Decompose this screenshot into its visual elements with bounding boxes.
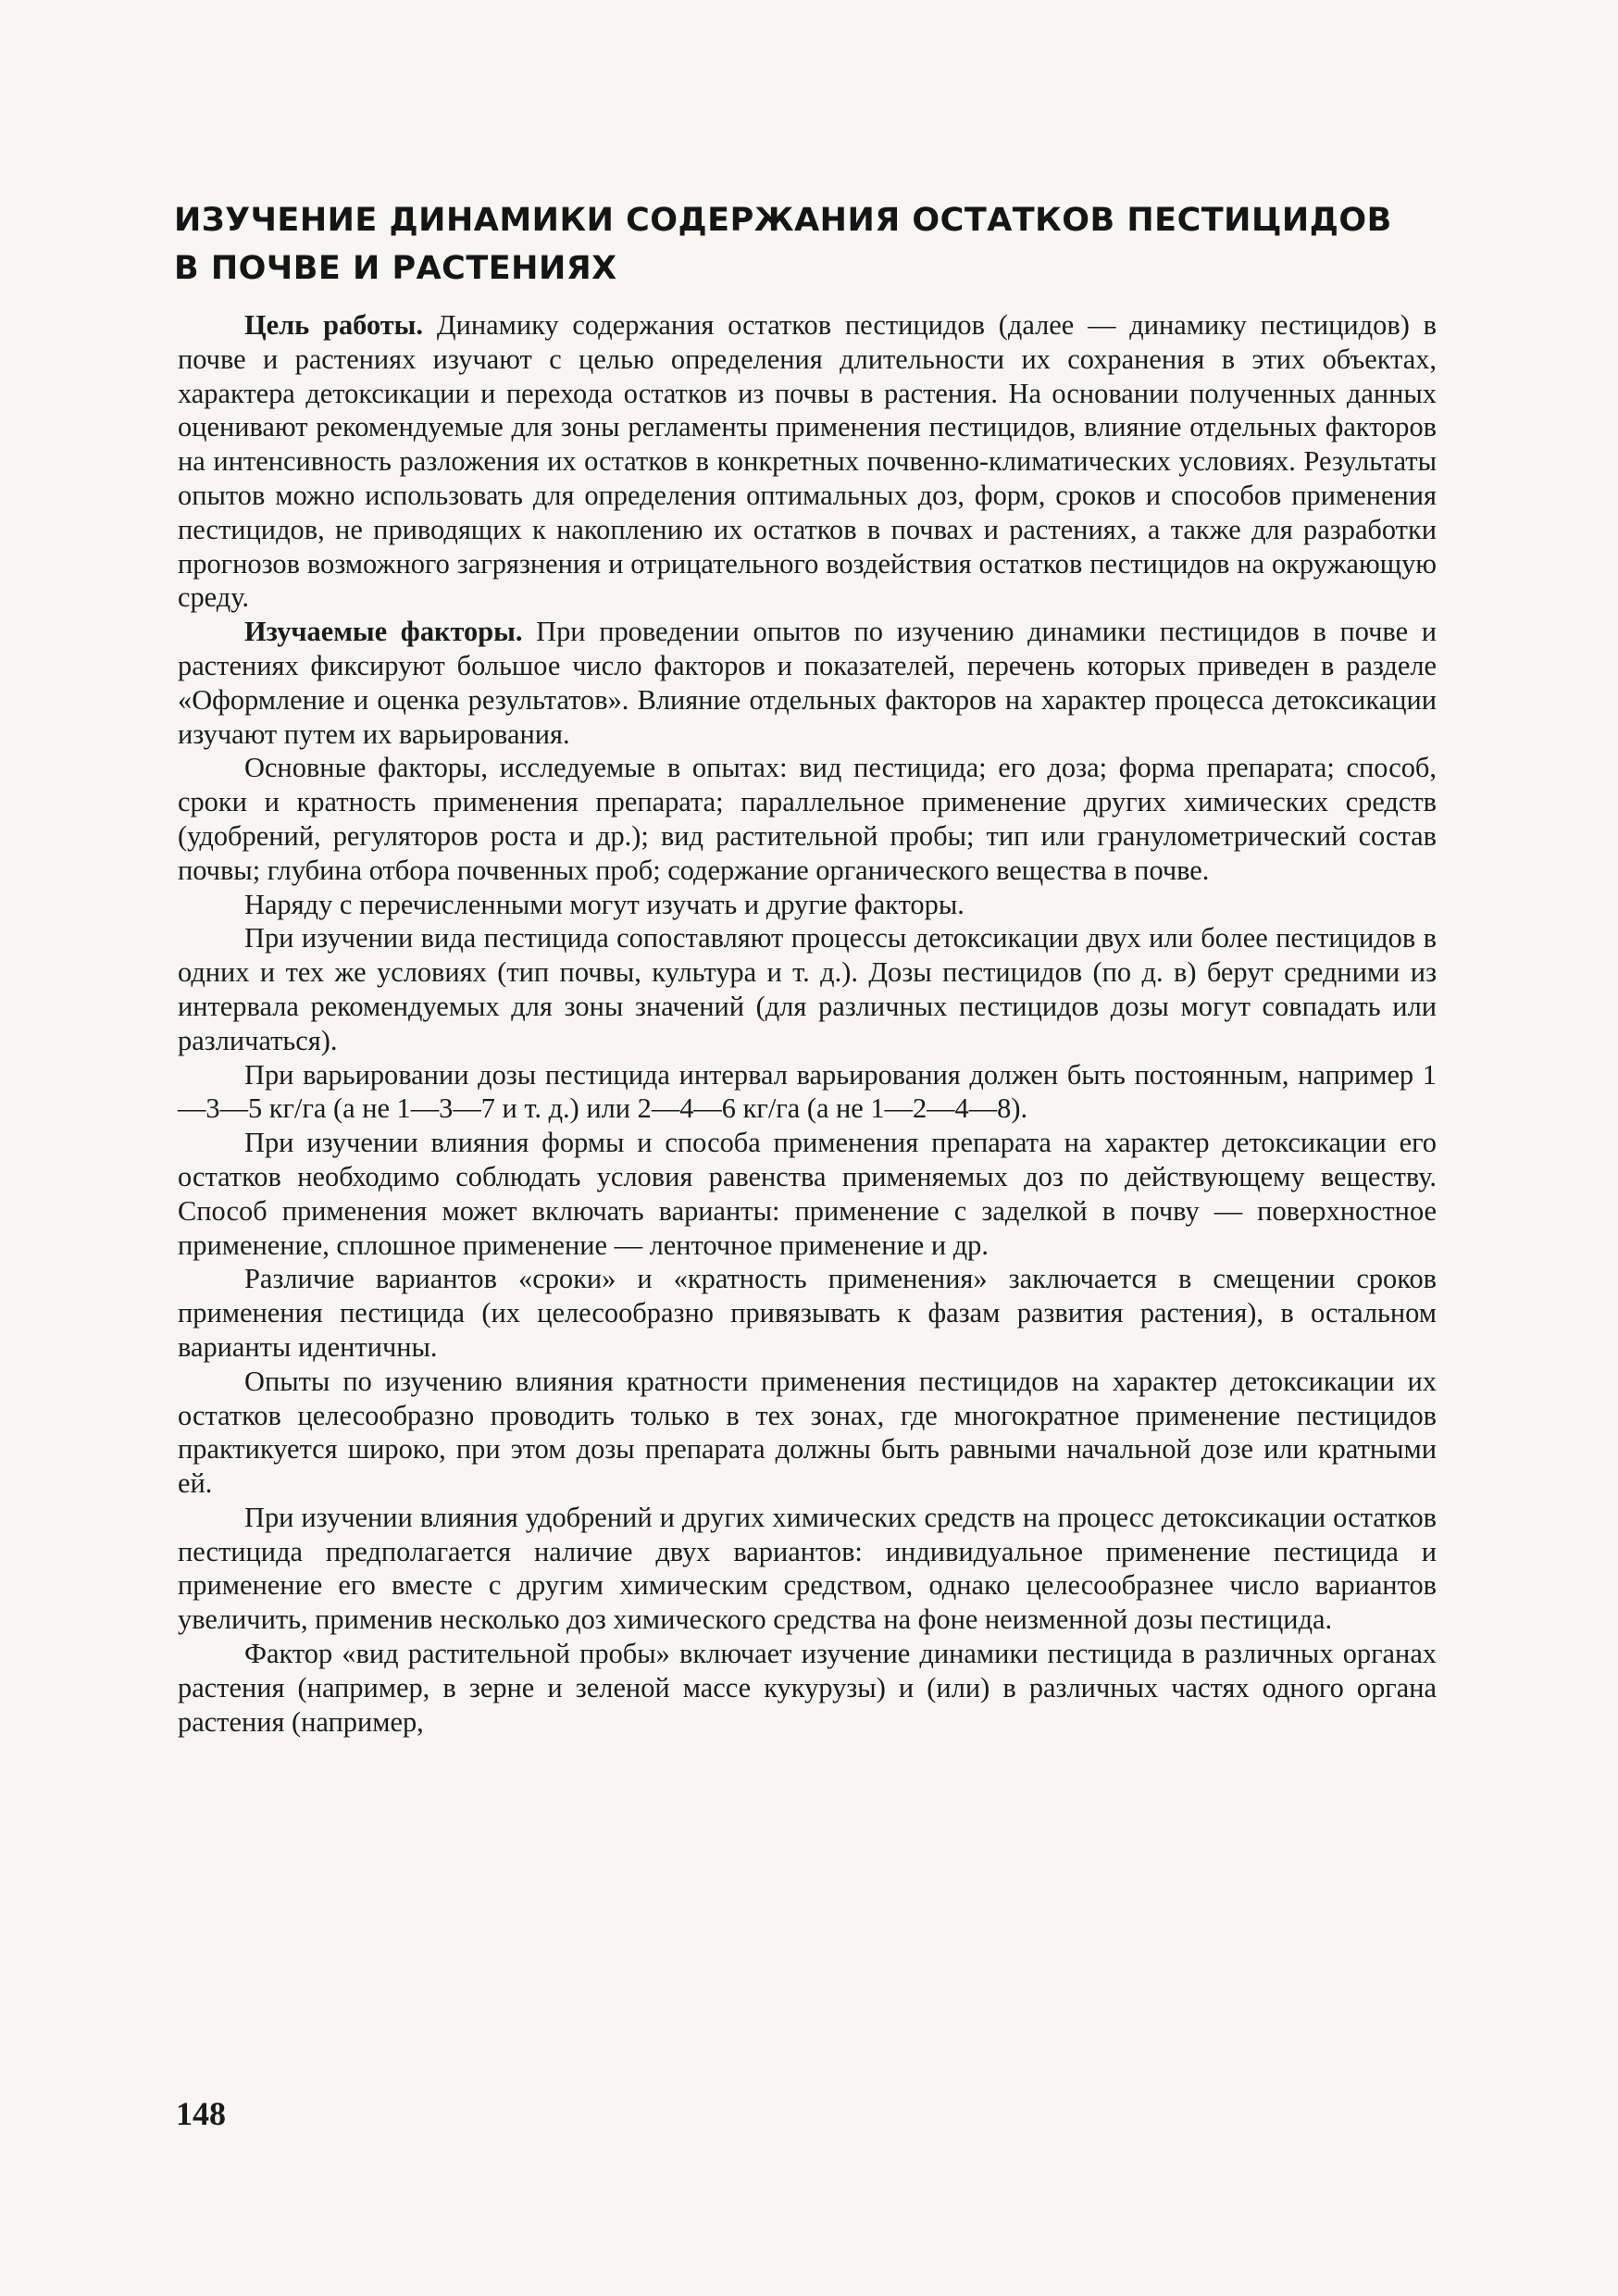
paragraph: При изучении вида пестицида сопоставляют процессы детоксикации двух или более пестицидов в одних и тех же условиях (тип почвы, культура и т. д.). Дозы пестицидов (по д. в) берут средними из интервала рекомендуемых для зоны значений (для различных пестицидов дозы могут совпадать или различаться). [178,922,1437,1056]
paragraph-text: Динамику содержания остатков пестицидов (далее — динамику пестицидов) в почве и растениях изучают с целью определения длительности их сохранения в этих объектах, характера детоксикации и перехода остатков из почвы в растения. На основании полученных данных оценивают рекомендуемые для зоны регламенты применения пестицидов, влияние отдельных факторов на интенсивность разложения их остатков в конкретных почвенно-климатических условиях. Результаты опытов можно использовать для определения оптимальных доз, форм, сроков и способов применения пестицидов, не приводящих к накоплению их остатков в почвах и растениях, а также для разработки прогнозов возможного загрязнения и отрицательного воздействия остатков пестицидов на окружающую среду. [178,309,1437,614]
paragraph-factors [178,615,1437,751]
page-number: 148 [176,2095,226,2132]
paragraph-lead: Цель работы. [244,309,424,341]
paragraph: Наряду с перечисленными могут изучать и другие факторы. [244,888,965,920]
paragraph-goal [178,308,1437,615]
body-text [178,308,1437,1739]
paragraph: При изучении влияния формы и способа применения препарата на характер детоксикации его остатков необходимо соблюдать условия равенства применяемых доз по действующему веществу. Способ применения может включать варианты: применение с заделкой в почву — поверхностное применение, сплошное применение — ленточное применение и др. [178,1127,1437,1261]
title-line-1: ИЗУЧЕНИЕ ДИНАМИКИ СОДЕРЖАНИЯ ОСТАТКОВ ПЕСТИЦИДОВ [174,202,1392,239]
paragraph: При варьировании дозы пестицида интервал варьирования должен быть постоянным, например 1—3—5 кг/га (а не 1—3—7 и т. д.) или 2—4—6 кг/га (а не 1—2—4—8). [178,1058,1437,1125]
page-title [174,196,1470,293]
paragraph: Опыты по изучению влияния кратности применения пестицидов на характер детоксикации их остатков целесообразно проводить только в тех зонах, где многократное применение пестицидов практикуется широко, при этом дозы препарата должны быть равными начальной дозе или кратными ей. [178,1365,1437,1500]
paragraph: Фактор «вид растительной пробы» включает изучение динамики пестицида в различных органах растения (например, в зерне и зеленой массе кукурузы) и (или) в различных частях одного органа растения (например, [178,1638,1437,1738]
paragraph: Основные факторы, исследуемые в опытах: вид пестицида; его доза; форма препарата; способ, сроки и кратность применения препарата; параллельное применение других химических средств (удобрений, регуляторов роста и др.); вид растительной пробы; тип или гранулометрический состав почвы; глубина отбора почвенных проб; содержание органического вещества в почве. [178,752,1437,886]
paragraph: При изучении влияния удобрений и других химических средств на процесс детоксикации остатков пестицида предполагается наличие двух вариантов: индивидуальное применение пестицида и применение его вместе с другим химическим средством, однако целесообразнее число вариантов увеличить, применив несколько доз химического средства на фоне неизменной дозы пестицида. [178,1501,1437,1636]
paragraph-lead: Изучаемые факторы. [244,616,523,648]
paragraph-text: При проведении опытов по изучению динамики пестицидов в почве и растениях фиксируют большое число факторов и показателей, перечень которых приведен в разделе «Оформление и оценка результатов». Влияние отдельных факторов на характер процесса детоксикации изучают путем их варьирования. [178,616,1437,750]
title-line-2: В ПОЧВЕ И РАСТЕНИЯХ [174,250,617,287]
paragraph: Различие вариантов «сроки» и «кратность применения» заключается в смещении сроков применения пестицида (их целесообразно привязывать к фазам развития растения), в остальном варианты идентичны. [178,1263,1437,1363]
